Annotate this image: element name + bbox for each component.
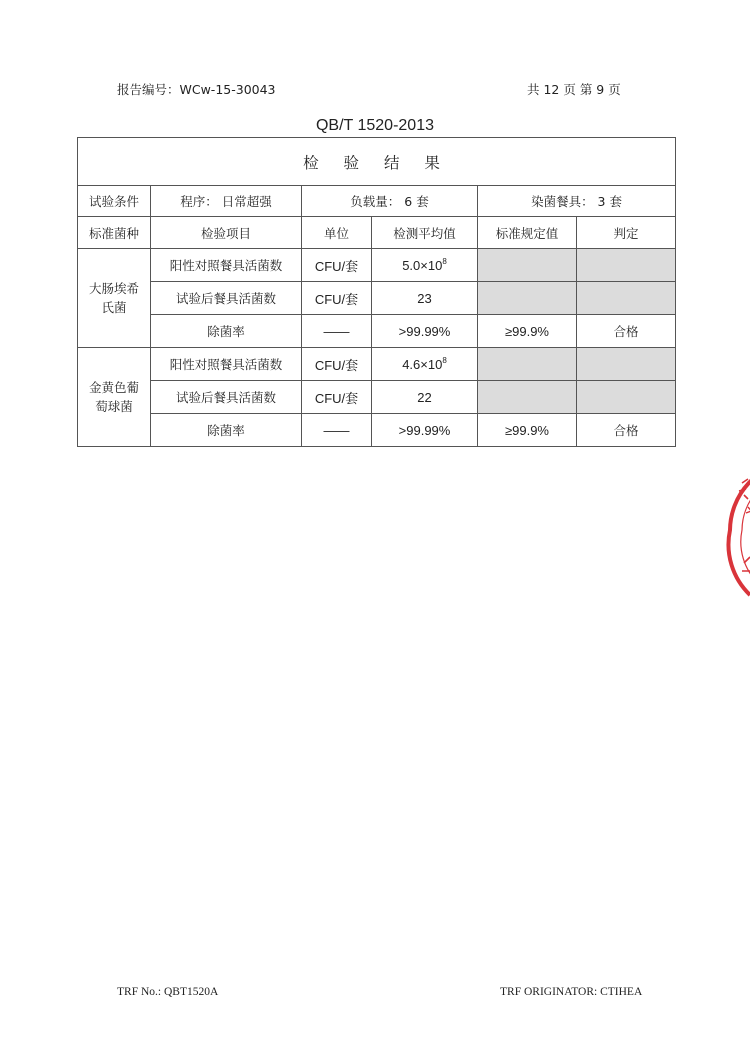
standard-cell-empty [478, 381, 577, 414]
unit-cell: —— [302, 414, 372, 447]
conditions-label: 试验条件 [78, 186, 151, 217]
result-cell: 合格 [577, 315, 676, 348]
table-row [78, 348, 676, 381]
standard-cell-empty [478, 249, 577, 282]
value-cell: >99.99% [372, 414, 478, 447]
header-item: 检验项目 [151, 217, 302, 249]
standard-cell-empty [478, 282, 577, 315]
report-number: 报告编号：WCw-15-30043 [117, 82, 276, 97]
page-info: 共 12 页 第 9 页 [527, 82, 621, 97]
item-cell: 阳性对照餐具活菌数 [151, 249, 302, 282]
contaminated-cell: 染菌餐具： 3 套 [478, 186, 676, 217]
standard-cell: ≥99.9% [478, 315, 577, 348]
unit-cell: CFU/套 [302, 249, 372, 282]
program-cell: 程序： 日常超强 [151, 186, 302, 217]
result-cell-empty [577, 348, 676, 381]
strain-cell: 金黄色葡萄球菌 [78, 348, 151, 447]
table-title: 检 验 结 果 [78, 138, 676, 186]
header-result: 判定 [577, 217, 676, 249]
item-cell: 除菌率 [151, 414, 302, 447]
unit-cell: CFU/套 [302, 348, 372, 381]
item-cell: 阳性对照餐具活菌数 [151, 348, 302, 381]
standard-cell: ≥99.9% [478, 414, 577, 447]
item-cell: 试验后餐具活菌数 [151, 282, 302, 315]
value-cell: 22 [372, 381, 478, 414]
table-row [78, 282, 676, 315]
value-cell: 23 [372, 282, 478, 315]
table-row [78, 249, 676, 282]
standard-cell-empty [478, 348, 577, 381]
trf-number: TRF No.: QBT1520A [117, 986, 219, 998]
header-average: 检测平均值 [372, 217, 478, 249]
conditions-row [78, 186, 676, 217]
standard-title: QB/T 1520-2013 [315, 117, 434, 134]
unit-cell: CFU/套 [302, 381, 372, 414]
result-cell: 合格 [577, 414, 676, 447]
result-cell-empty [577, 249, 676, 282]
seal-stamp [722, 455, 750, 605]
load-cell: 负载量： 6 套 [302, 186, 478, 217]
table-row [78, 315, 676, 348]
header-unit: 单位 [302, 217, 372, 249]
result-cell-empty [577, 381, 676, 414]
value-cell: >99.99% [372, 315, 478, 348]
value-cell: $4.6\times 10^8$ [372, 348, 478, 381]
results-table [77, 137, 676, 447]
trf-originator: TRF ORIGINATOR: CTIHEA [500, 986, 643, 998]
header-strain: 标准菌种 [78, 217, 151, 249]
item-cell: 除菌率 [151, 315, 302, 348]
table-row [78, 381, 676, 414]
strain-cell: 大肠埃希氏菌 [78, 249, 151, 348]
item-cell: 试验后餐具活菌数 [151, 381, 302, 414]
header-standard: 标准规定值 [478, 217, 577, 249]
value-cell: $5.0\times 10^8$ [372, 249, 478, 282]
header-row [78, 217, 676, 249]
result-cell-empty [577, 282, 676, 315]
table-row [78, 414, 676, 447]
unit-cell: CFU/套 [302, 282, 372, 315]
unit-cell: —— [302, 315, 372, 348]
